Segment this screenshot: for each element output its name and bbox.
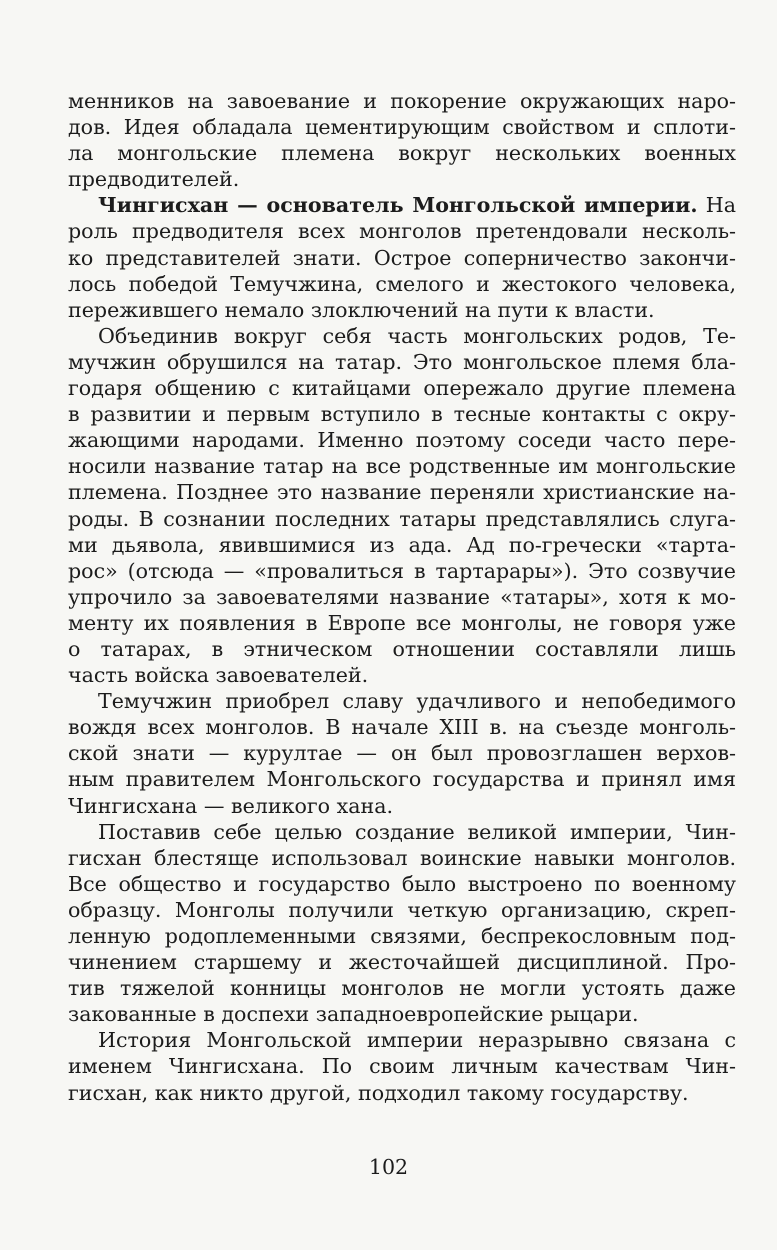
- text-line: ми дьявола, явившимися из ада. Ад по-гречески «тарта-: [68, 532, 736, 557]
- text-line: Все общество и государство было выстроено по военному: [68, 871, 736, 896]
- text-line: образцу. Монголы получили четкую организацию, скреп-: [68, 897, 736, 922]
- page-number: 102: [368, 1155, 409, 1179]
- text-run: На: [697, 193, 736, 218]
- text-line: носили название татар на все родственные им монгольские: [68, 454, 736, 479]
- text-line: ла монгольские племена вокруг нескольких военных: [68, 141, 736, 166]
- text-line: ко представителей знати. Острое соперничество закончи-: [68, 245, 736, 270]
- body-text: [68, 88, 736, 1106]
- text-line: закованные в доспехи западноевропейские рыцари.: [68, 1002, 639, 1027]
- text-line: ленную родоплеменными связями, беспрекословным под-: [68, 924, 736, 948]
- text-line: менту их появления в Европе все монголы, не говоря уже: [68, 610, 736, 635]
- paragraph: [68, 323, 736, 688]
- text-line: племена. Позднее это название переняли христианские на-: [68, 480, 736, 505]
- text-line: рос» (отсюда — «провалиться в тартарары»). Это созвучие: [68, 558, 736, 583]
- text-line: именем Чингисхана. По своим личным качествам Чин-: [68, 1054, 736, 1079]
- paragraph: [68, 819, 736, 1028]
- text-line: гисхан блестяще использовал воинские навыки монголов.: [68, 845, 736, 870]
- paragraph: [68, 88, 736, 192]
- text-line: роль предводителя всех монголов претендовали несколь-: [68, 219, 736, 244]
- text-line: дов. Идея обладала цементирующим свойством и сплоти-: [68, 115, 736, 140]
- paragraph: [68, 688, 736, 818]
- text-line: менников на завоевание и покорение окружающих наро-: [68, 89, 736, 113]
- text-line: пережившего немало злоключений на пути к власти.: [68, 297, 655, 322]
- text-line: ской знати — курултае — он был провозглашен верхов-: [68, 741, 736, 766]
- text-line: [68, 192, 736, 218]
- text-line: роды. В сознании последних татары представлялись слуга-: [68, 506, 736, 531]
- text-line: в развитии и первым вступило в тесные контакты с окру-: [68, 402, 736, 427]
- text-line: гисхан, как никто другой, подходил такому государству.: [68, 1080, 689, 1105]
- text-line: Чингисхана — великого хана.: [68, 793, 394, 818]
- text-line: вождя всех монголов. В начале XIII в. на съезде монголь-: [68, 715, 736, 740]
- text-line: ным правителем Монгольского государства и принял имя: [68, 767, 736, 792]
- text-line: Объединив вокруг себя часть монгольских родов, Те-: [98, 323, 736, 348]
- text-line: чинением старшему и жесточайшей дисциплиной. Про-: [68, 950, 736, 975]
- text-line: часть войска завоевателей.: [68, 663, 369, 688]
- text-line: жающими народами. Именно поэтому соседи часто пере-: [68, 428, 736, 453]
- text-line: лось победой Темучжина, смелого и жестокого человека,: [68, 271, 736, 296]
- text-line: Темучжин приобрел славу удачливого и непобедимого: [98, 689, 736, 714]
- text-line: упрочило за завоевателями название «татары», хотя к мо-: [68, 584, 736, 609]
- paragraph: [68, 192, 736, 322]
- section-heading: Чингисхан — основатель Монгольской империи.: [98, 193, 698, 218]
- text-line: о татарах, в этническом отношении составляли лишь: [68, 636, 736, 661]
- text-line: годаря общению с китайцами опережало другие племена: [68, 376, 736, 401]
- paragraph: [68, 1027, 736, 1105]
- text-line: мучжин обрушился на татар. Это монгольское племя бла-: [68, 349, 736, 374]
- text-line: предводителей.: [68, 167, 240, 192]
- text-line: История Монгольской империи неразрывно связана с: [98, 1028, 736, 1053]
- text-line: тив тяжелой конницы монголов не могли устоять даже: [68, 976, 736, 1001]
- text-line: Поставив себе целью создание великой империи, Чин-: [98, 819, 736, 844]
